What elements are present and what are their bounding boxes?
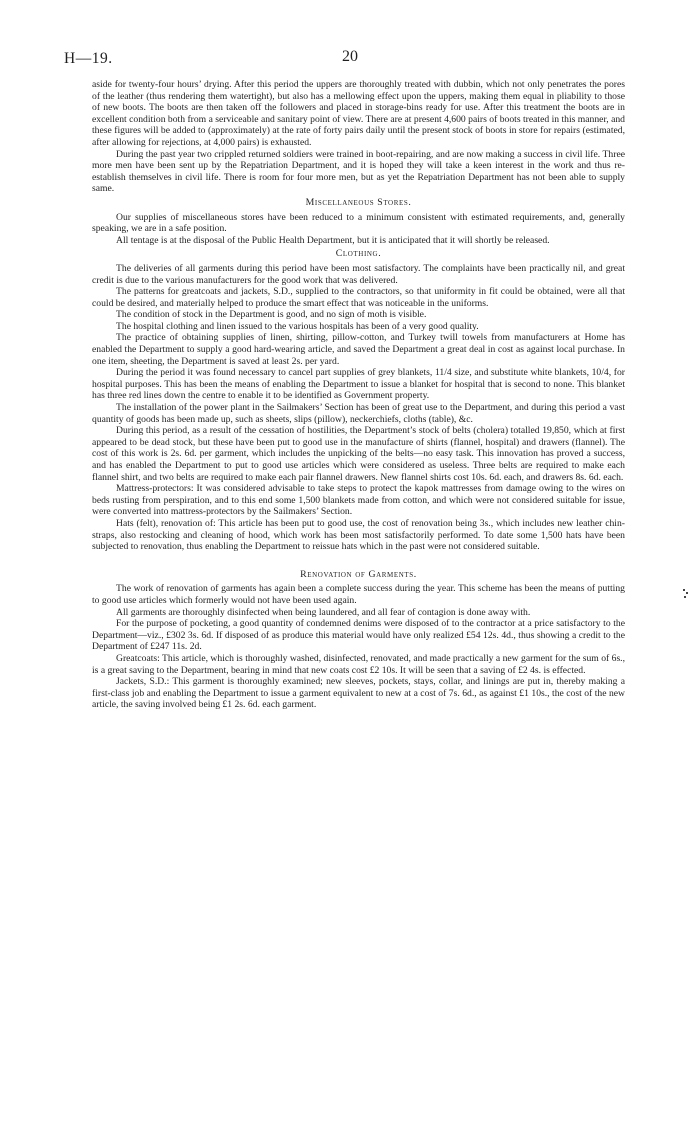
section-heading-clothing: Clothing. bbox=[335, 248, 382, 260]
document-body bbox=[92, 79, 625, 711]
paragraph: During this period, as a result of the cessation of hostilities, the Department’s stock of belts (cholera) totalled 19,850, which at first appeared to be dead stock, but these have been put to good use in the manufacture of shirts (flannel, hospital) and drawers (flannel). The cost of this work is 2s. 6d. per garment, which includes the unpicking of the belts—no easy task. This innovation has proved a success, and has enabled the Department to put to good use articles which were considered as useless. Three belts are required to make each flannel shirt, and two belts are required to make each pair flannel drawers. New flannel shirts cost 10s. 6d. each, and drawers 8s. 6d. each. bbox=[92, 425, 625, 483]
section-heading-miscellaneous-stores: Miscellaneous Stores. bbox=[305, 196, 412, 208]
paragraph: During the past year two crippled returned soldiers were trained in boot-repairing, and are now making a success in civil life. Three more men have been sent up by the Repatriation Department, and it is hoped they will take a keen interest in the work and thus re-establish themselves in civil life. There is room for four more men, but as yet the Repatriation Department has not been able to supply same. bbox=[92, 148, 625, 195]
paragraph: The patterns for greatcoats and jackets, S.D., supplied to the contractors, so that uniformity in fit could be obtained, were all that could be desired, and materially helped to produce the smart effect that was noticeable in the uniforms. bbox=[92, 286, 625, 309]
scan-speck-icon bbox=[682, 588, 690, 600]
paragraph: The deliveries of all garments during this period have been most satisfactory. The complaints have been practically nil, and great credit is due to the various manufacturers for the good work that was delivered. bbox=[92, 262, 625, 286]
page-number: 20 bbox=[342, 48, 358, 65]
paragraph: The hospital clothing and linen issued to the various hospitals has been of a very good quality. bbox=[116, 320, 479, 332]
paragraph: For the purpose of pocketing, a good quantity of condemned denims were disposed of to the contractor at a price satisfactory to the Department—viz., £302 3s. 6d. If disposed of as produce this material would have only realized £54 12s. 4d., thus showing a credit to the Department of £247 11s. 2d. bbox=[92, 618, 625, 653]
scan-artifact bbox=[682, 588, 690, 602]
paragraph: Hats (felt), renovation of: This article has been put to good use, the cost of renovation being 3s., which includes new leather chin-straps, also restocking and cleaning of hood, which work has been most satisfactorily performed. To date some 1,500 hats have been subjected to renovation, thus enabling the Department to reissue hats which in the past were not considered suitable. bbox=[92, 517, 625, 553]
paragraph: Greatcoats: This article, which is thoroughly washed, disinfected, renovated, and made practically a new garment for the sum of 6s., is a great saving to the Department, bearing in mind that new coats cost £2 10s. It will be seen that a saving of £2 4s. is effected. bbox=[92, 652, 625, 676]
paragraph: The installation of the power plant in the Sailmakers’ Section has been of great use to the Department, and during this period a vast quantity of goods has been made up, such as sheets, slips (pillow), neckerchiefs, cloths (table), &c. bbox=[92, 402, 625, 425]
document-code: H—19. bbox=[64, 50, 113, 67]
paragraph: aside for twenty-four hours’ drying. After this period the uppers are thoroughly treated with dubbin, which not only penetrates the pores of the leather (thus rendering them watertight), but also has a mellowing effect upon the uppers, making them equal in pliability to those of new boots. The boots are then taken off the followers and placed in storage-bins ready for use. After this treatment the boots are in excellent condition both from a serviceable and sanitary point of view. There are at present 4,600 pairs of boots treated in this manner, and these figures will be added to (approximately) at the rate of forty pairs daily until the present stock of boots in store for repairs (estimated, after allowing for rejections, at 4,000 pairs) is exhausted. bbox=[92, 79, 625, 148]
paragraph: All garments are thoroughly disinfected when being laundered, and all fear of contagion is done away with. bbox=[116, 606, 531, 618]
paragraph: The condition of stock in the Department is good, and no sign of moth is visible. bbox=[116, 309, 427, 321]
section-heading-renovation-of-garments: Renovation of Garments. bbox=[300, 568, 417, 580]
paragraph: Jackets, S.D.: This garment is thoroughly examined; new sleeves, pockets, stays, collar, and linings are put in, thereby making a first-class job and enabling the Department to issue a garment equivalent to new at a cost of 7s. 6d., as against £1 10s., the cost of the new article, the saving involved being £1 2s. 6d. each garment. bbox=[92, 676, 625, 711]
paragraph: The work of renovation of garments has again been a complete success during the year. This scheme has been the means of putting to good use articles which formerly would not have been used again. bbox=[92, 583, 625, 606]
paragraph: Mattress-protectors: It was considered advisable to take steps to protect the kapok mattresses from damage owing to the wires on beds rusting from perspiration, and to this end some 1,500 blankets made from cotton, and which were not considered suitable for issue, were converted into mattress-protectors by the Sailmakers’ Section. bbox=[92, 483, 625, 518]
paragraph: All tentage is at the disposal of the Public Health Department, but it is anticipated that it will shortly be released. bbox=[116, 234, 550, 246]
paragraph: During the period it was found necessary to cancel part supplies of grey blankets, 11/4 size, and substitute white blankets, 10/4, for hospital purposes. This has been the means of enabling the Department to issue a blanket for hospital that is second to none. This blanket has three red lines down the centre to enable it to be identified as Government property. bbox=[92, 367, 625, 402]
paragraph: Our supplies of miscellaneous stores have been reduced to a minimum consistent with estimated requirements, and, generally speaking, we are in a safe position. bbox=[92, 211, 625, 235]
paragraph: The practice of obtaining supplies of linen, shirting, pillow-cotton, and Turkey twill towels from manufacturers at Home has enabled the Department to supply a good hard-wearing article, and saved the Department a great deal in cost as against local purchase. In one item, sheeting, the Department is saved at least 2s. per yard. bbox=[92, 332, 625, 367]
